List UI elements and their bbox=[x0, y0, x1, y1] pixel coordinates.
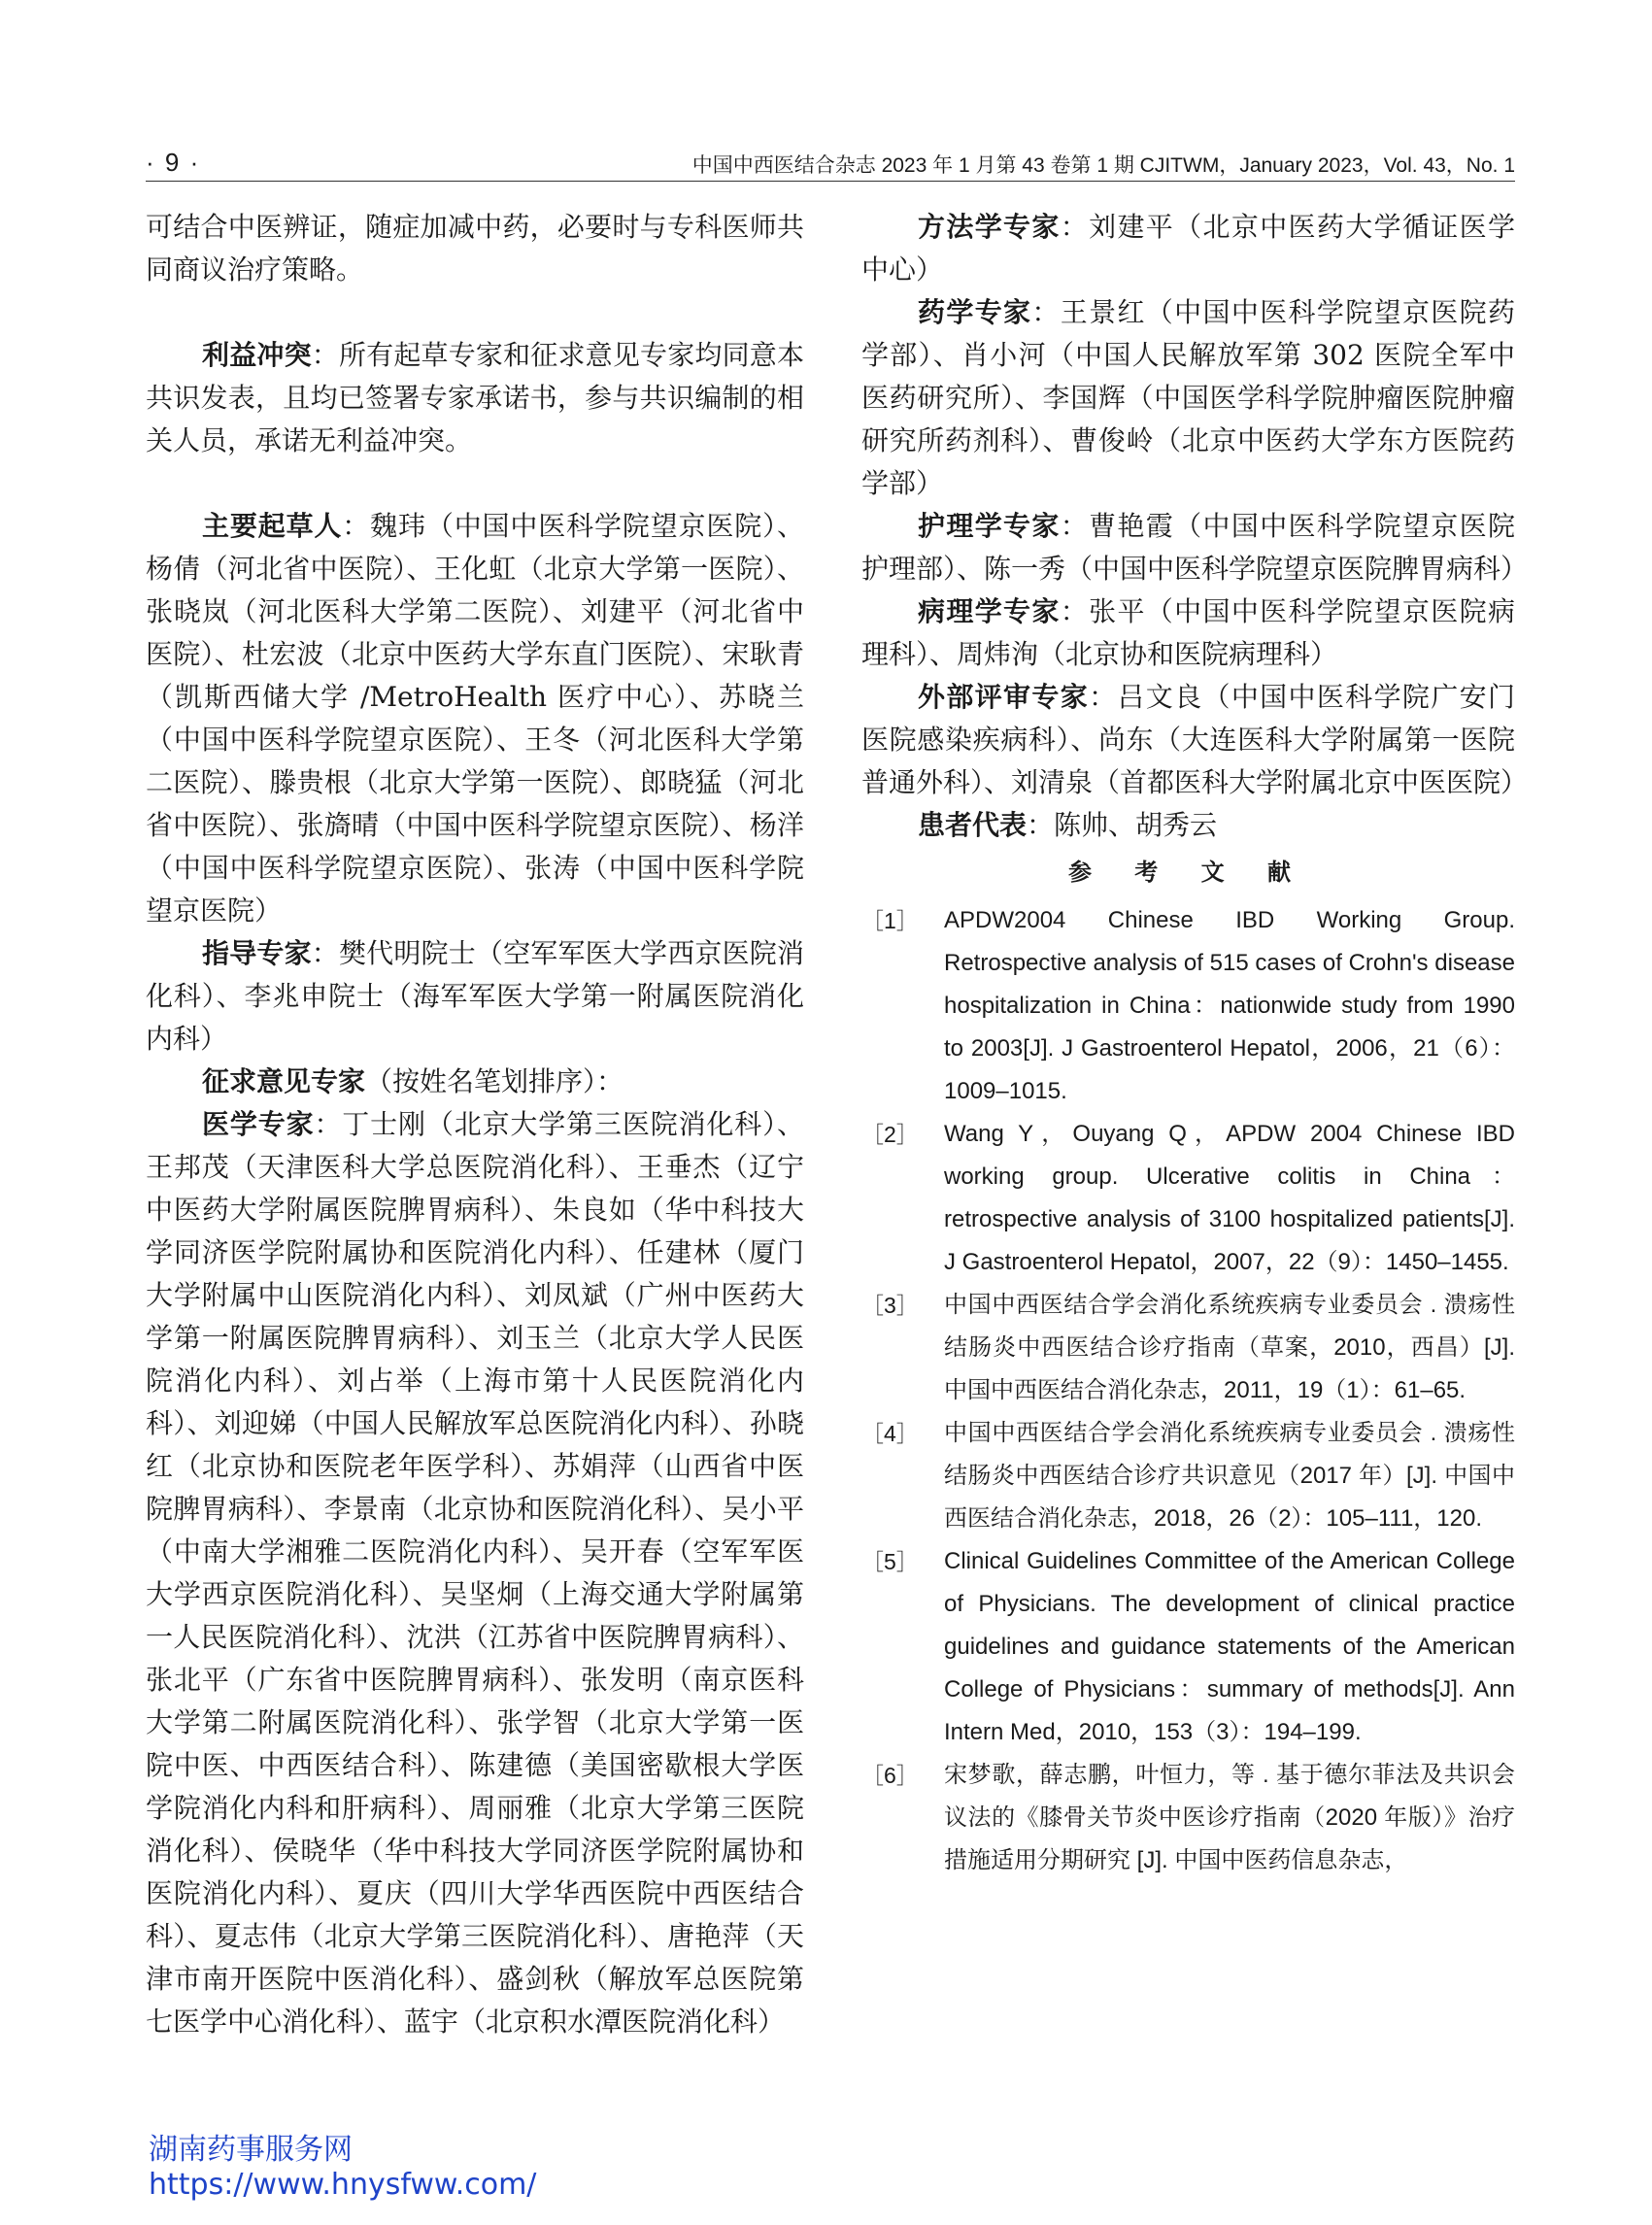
page-number: · 9 · bbox=[146, 148, 201, 177]
external-reviewers bbox=[861, 676, 1529, 804]
pharma-text: ：王景红（中国中医科学院望京医院药学部）、肖小河（中国人民解放军第 302 医院全军中医药研究所）、李国辉（中国医学科学院肿瘤医院肿瘤研究所药剂科）、曹俊岭（北京中医药大学东方医院药学部） bbox=[861, 296, 1515, 499]
watermark-url[interactable]: https://www.hnysfww.com/ bbox=[149, 2168, 537, 2202]
reference-text: 中国中西医结合学会消化系统疾病专业委员会 . 溃疡性结肠炎中西医结合诊疗共识意见（2017 年）[J]. 中国中西医结合消化杂志，2018，26（2）：105–111，120. bbox=[944, 1420, 1515, 1532]
reference-item bbox=[861, 1284, 1515, 1412]
consult-label: 征求意见专家 bbox=[202, 1065, 366, 1097]
nursing-label: 护理学专家 bbox=[918, 510, 1061, 542]
external-text: ：吕文良（中国中医科学院广安门医院感染疾病科）、尚东（大连医科大学附属第一医院普通外科）、刘清泉（首都医科大学附属北京中医医院） bbox=[861, 681, 1529, 798]
reference-text: Wang Y，Ouyang Q，APDW 2004 Chinese IBD working group. Ulcerative colitis in China：retrospective analysis of 3100 hospitalized patients[J]. J Gastroenterol Hepatol，2007，22（9）：1450–1455. bbox=[944, 1121, 1515, 1275]
reference-number: ［2］ bbox=[861, 1122, 919, 1147]
reference-item bbox=[861, 899, 1515, 1113]
pharma-experts bbox=[861, 291, 1515, 505]
pharma-label: 药学专家 bbox=[918, 296, 1032, 328]
site-watermark bbox=[149, 2133, 536, 2203]
conflict-of-interest bbox=[146, 334, 804, 462]
method-label: 方法学专家 bbox=[918, 211, 1061, 243]
conflict-label: 利益冲突 bbox=[202, 339, 312, 371]
reference-number: ［5］ bbox=[861, 1549, 919, 1574]
medical-text: ：丁士刚（北京大学第三医院消化科）、王邦茂（天津医科大学总医院消化科）、王垂杰（辽宁中医药大学附属医院脾胃病科）、朱良如（华中科技大学同济医学院附属协和医院消化内科）、任建林（厦门大学附属中山医院消化内科）、刘凤斌（广州中医药大学第一附属医院脾胃病科）、刘玉兰（北京大学人民医院消化内科）、刘占举（上海市第十人民医院消化内科）、刘迎娣（中国人民解放军总医院消化内科）、孙晓红（北京协和医院老年医学科）、苏娟萍（山西省中医院脾胃病科）、李景南（北京协和医院消化科）、吴小平（中南大学湘雅二医院消化内科）、吴开春（空军军医大学西京医院消化科）、吴坚炯（上海交通大学附属第一人民医院消化科）、沈洪（江苏省中医院脾胃病科）、张北平（广东省中医院脾胃病科）、张发明（南京医科大学第二附属医院消化科）、张学智（北京大学第一医院中医、中西医结合科）、陈建德（美国密歇根大学医学院消化内科和肝病科）、周丽雅（北京大学第三医院消化科）、侯晓华（华中科技大学同济医学院附属协和医院消化内科）、夏庆（四川大学华西医院中西医结合科）、夏志伟（北京大学第三医院消化科）、唐艳萍（天津市南开医院中医消化科）、盛剑秋（解放军总医院第七医学中心消化科）、蓝宇（北京积水潭医院消化科） bbox=[146, 1108, 804, 2038]
reference-item bbox=[861, 1412, 1515, 1540]
reference-list bbox=[861, 899, 1515, 1882]
paragraph-continuation: 可结合中医辨证，随症加减中药，必要时与专科医师共同商议治疗策略。 bbox=[146, 211, 804, 286]
reference-text: 宋梦歌，薛志鹏，叶恒力，等 . 基于德尔菲法及共识会议法的《膝骨关节炎中医诊疗指南（2020 年版）》治疗措施适用分期研究 [J]. 中国中医药信息杂志， bbox=[944, 1762, 1515, 1873]
nursing-experts bbox=[861, 505, 1529, 590]
patient-text: ：陈帅、胡秀云 bbox=[1027, 809, 1218, 841]
pathology-text: ：张平（中国中医科学院望京医院病理科）、周炜洵（北京协和医院病理科） bbox=[861, 595, 1515, 670]
drafters-text: ：魏玮（中国中医科学院望京医院）、杨倩（河北省中医院）、王化虹（北京大学第一医院）、张晓岚（河北医科大学第二医院）、刘建平（河北省中医院）、杜宏波（北京中医药大学东直门医院）、宋耿青（凯斯西储大学 /MetroHealth 医疗中心）、苏晓兰（中国中医科学院望京医院）、王冬（河北医科大学第二医院）、滕贵根（北京大学第一医院）、郎晓猛（河北省中医院）、张旖晴（中国中医科学院望京医院）、杨洋（中国中医科学院望京医院）、张涛（中国中医科学院望京医院） bbox=[146, 510, 804, 927]
reference-number: ［1］ bbox=[861, 908, 919, 933]
watermark-name: 湖南药事服务网 bbox=[149, 2133, 353, 2167]
reference-number: ［4］ bbox=[861, 1421, 919, 1446]
guidance-experts bbox=[146, 932, 804, 1061]
left-column bbox=[146, 206, 804, 2043]
medical-experts bbox=[146, 1103, 804, 2043]
guidance-label: 指导专家 bbox=[202, 937, 312, 969]
pathology-label: 病理学专家 bbox=[918, 595, 1061, 627]
external-label: 外部评审专家 bbox=[918, 681, 1090, 713]
reference-item bbox=[861, 1540, 1515, 1754]
reference-text: APDW2004 Chinese IBD Working Group. Retrospective analysis of 515 cases of Crohn's disease hospitalization in China：nationwide study from 1990 to 2003[J]. J Gastroenterol Hepatol，2006，21（6）：1009–1015. bbox=[944, 907, 1515, 1104]
references-title: 参 考 文 献 bbox=[1067, 859, 1309, 886]
reference-item bbox=[861, 1754, 1515, 1882]
reference-item bbox=[861, 1113, 1515, 1284]
conflict-text: ：所有起草专家和征求意见专家均同意本共识发表，且均已签署专家承诺书，参与共识编制的相关人员，承诺无利益冲突。 bbox=[146, 339, 804, 456]
reference-text: 中国中西医结合学会消化系统疾病专业委员会 . 溃疡性结肠炎中西医结合诊疗指南（草案，2010，西昌）[J]. 中国中西医结合消化杂志，2011，19（1）：61–65. bbox=[944, 1292, 1515, 1403]
consultation-experts bbox=[146, 1061, 804, 1103]
main-drafters bbox=[146, 505, 804, 932]
method-experts bbox=[861, 206, 1515, 291]
patient-label: 患者代表 bbox=[918, 809, 1028, 841]
right-column bbox=[861, 206, 1529, 1882]
medical-label: 医学专家 bbox=[202, 1108, 315, 1140]
drafters-label: 主要起草人 bbox=[202, 510, 343, 542]
journal-citation-line: 中国中西医结合杂志 2023 年 1 月第 43 卷第 1 期 CJITWM，January 2023，Vol. 43，No. 1 bbox=[691, 154, 1515, 177]
running-header bbox=[146, 146, 1515, 182]
pathology-experts bbox=[861, 590, 1515, 676]
reference-text: Clinical Guidelines Committee of the American College of Physicians. The development of clinical practice guidelines and guidance statements of the American College of Physicians：summary of methods[J]. Ann Intern Med，2010，153（3）：194–199. bbox=[944, 1548, 1515, 1745]
consult-note: （按姓名笔划排序）： bbox=[365, 1065, 624, 1097]
reference-number: ［3］ bbox=[861, 1293, 919, 1318]
reference-number: ［6］ bbox=[861, 1763, 919, 1788]
nursing-text: ：曹艳霞（中国中医科学院望京医院护理部）、陈一秀（中国中医科学院望京医院脾胃病科） bbox=[861, 510, 1529, 585]
patient-representatives bbox=[861, 804, 1515, 847]
method-text: ：刘建平（北京中医药大学循证医学中心） bbox=[861, 211, 1515, 286]
guidance-text: ：樊代明院士（空军军医大学西京医院消化科）、李兆申院士（海军军医大学第一附属医院消化内科） bbox=[146, 937, 804, 1055]
